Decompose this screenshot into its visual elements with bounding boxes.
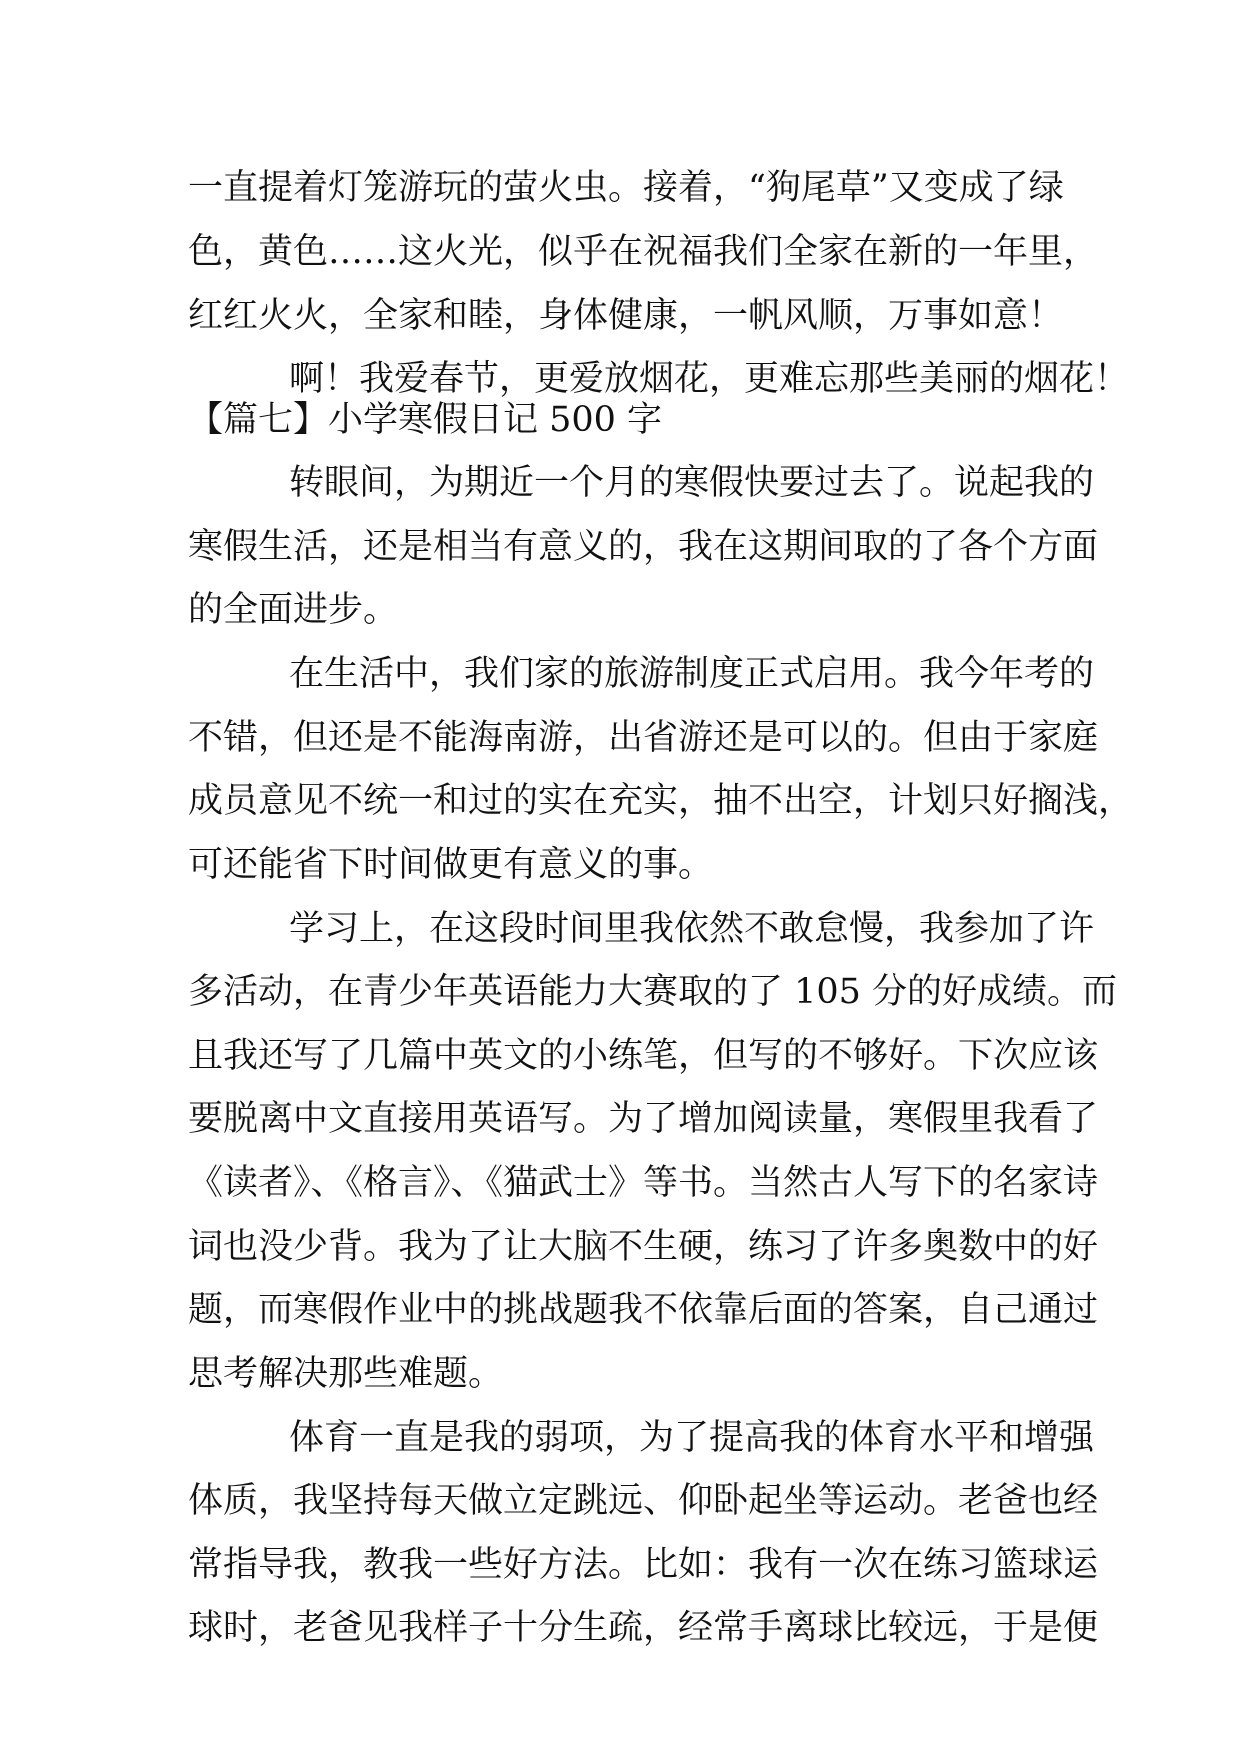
text-line: 色，黄色……这火光，似乎在祝福我们全家在新的一年里， — [188, 232, 1099, 272]
text-line: 多活动，在青少年英语能力大赛取的了 105 分的好成绩。而 — [188, 972, 1118, 1012]
text-line: 常指导我，教我一些好方法。比如：我有一次在练习篮球运 — [188, 1545, 1099, 1585]
text-line: 一直提着灯笼游玩的萤火虫。接着，“狗尾草”又变成了绿 — [188, 168, 1064, 208]
text-line: 学习上，在这段时间里我依然不敢怠慢，我参加了许 — [289, 909, 1095, 949]
text-line: 思考解决那些难题。 — [188, 1354, 504, 1394]
text-line: 《读者》、《格言》、《猫武士》等书。当然古人写下的名家诗 — [188, 1163, 1099, 1203]
text-line: 转眼间，为期近一个月的寒假快要过去了。说起我的 — [289, 463, 1095, 503]
text-line: 球时，老爸见我样子十分生疏，经常手离球比较远，于是便 — [188, 1608, 1099, 1648]
text-line: 的全面进步。 — [188, 590, 399, 630]
text-line: 在生活中，我们家的旅游制度正式启用。我今年考的 — [289, 654, 1095, 694]
section-heading: 【篇七】小学寒假日记 500 字 — [188, 400, 663, 440]
text-line: 要脱离中文直接用英语写。为了增加阅读量，寒假里我看了 — [188, 1099, 1099, 1139]
text-line: 词也没少背。我为了让大脑不生硬，练习了许多奥数中的好 — [188, 1227, 1099, 1267]
text-line: 成员意见不统一和过的实在充实，抽不出空，计划只好搁浅， — [188, 781, 1134, 821]
text-line: 题，而寒假作业中的挑战题我不依靠后面的答案，自己通过 — [188, 1290, 1099, 1330]
text-line: 且我还写了几篇中英文的小练笔，但写的不够好。下次应该 — [188, 1036, 1099, 1076]
text-line: 寒假生活，还是相当有意义的，我在这期间取的了各个方面 — [188, 527, 1099, 567]
text-line: 体育一直是我的弱项，为了提高我的体育水平和增强 — [289, 1418, 1095, 1458]
text-line: 啊！我爱春节，更爱放烟花，更难忘那些美丽的烟花！ — [289, 359, 1130, 399]
text-line: 可还能省下时间做更有意义的事。 — [188, 845, 714, 885]
text-line: 不错，但还是不能海南游，出省游还是可以的。但由于家庭 — [188, 718, 1099, 758]
text-line: 体质，我坚持每天做立定跳远、仰卧起坐等运动。老爸也经 — [188, 1481, 1099, 1521]
text-line: 红红火火，全家和睦，身体健康，一帆风顺，万事如意！ — [188, 296, 1064, 336]
